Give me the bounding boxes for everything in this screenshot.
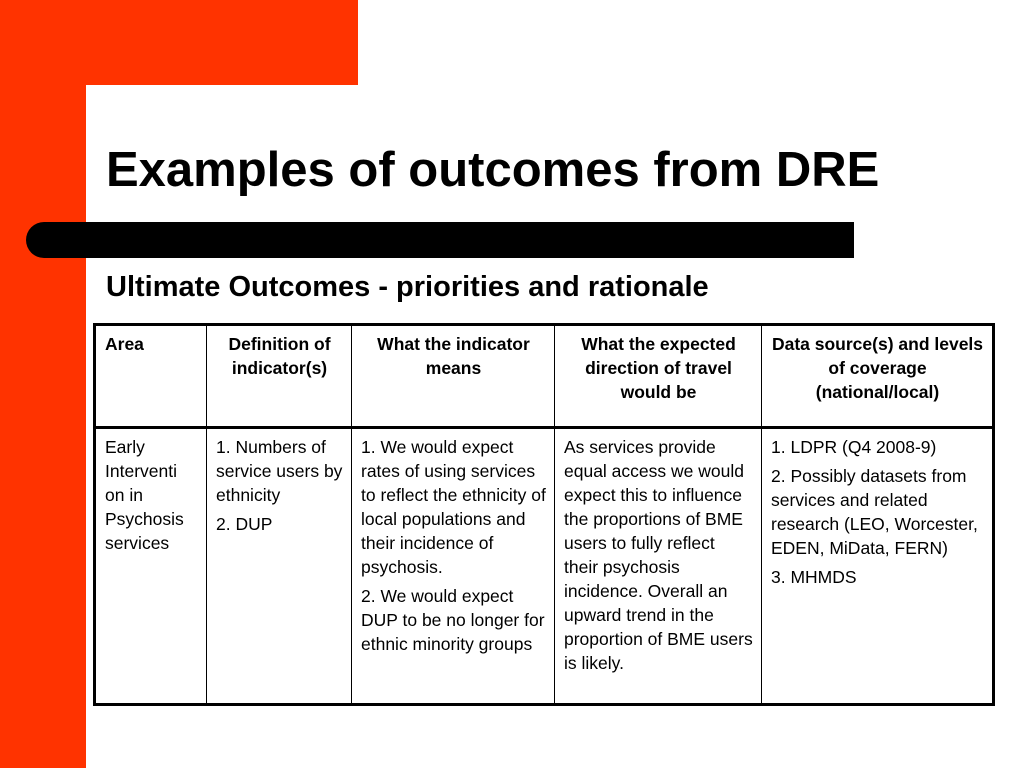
cell-definition [207,428,352,705]
cell-meaning [352,428,555,705]
cell-text: 2. We would expect DUP to be no longer for ethnic minority groups [361,586,545,654]
header-direction: What the expected direction of travel would be [555,325,762,428]
cell-text: 1. We would expect rates of using services to reflect the ethnicity of local populations and their incidence of psychosis. [361,437,546,577]
accent-band-left [0,0,86,768]
cell-text: 2. DUP [216,514,273,534]
header-data-sources: Data source(s) and levels of coverage (national/local) [762,325,994,428]
header-area: Area [95,325,207,428]
outcomes-table [93,323,995,706]
slide-subtitle: Ultimate Outcomes - priorities and rationale [106,271,709,303]
header-meaning: What the indicator means [352,325,555,428]
cell-text: 2. Possibly datasets from services and related research (LEO, Worcester, EDEN, MiData, FERN) [771,466,978,558]
cell-text: 1. Numbers of service users by ethnicity [216,437,343,505]
cell-text: As services provide equal access we would expect this to influence the proportions of BME users to fully reflect their psychosis incidence. Overall an upward trend in the proportion of BME users is likely. [564,437,753,673]
title-divider-bar [26,222,854,258]
cell-text: Early Interventi on in Psychosis services [105,437,184,553]
slide-title: Examples of outcomes from DRE [106,143,880,197]
cell-text: 1. LDPR (Q4 2008-9) [771,437,937,457]
cell-text: 3. MHMDS [771,567,857,587]
cell-area [95,428,207,705]
table-header-row [95,325,994,428]
cell-direction [555,428,762,705]
table-row [95,428,994,705]
accent-band-top [0,0,358,85]
cell-data-sources [762,428,994,705]
header-definition: Definition of indicator(s) [207,325,352,428]
